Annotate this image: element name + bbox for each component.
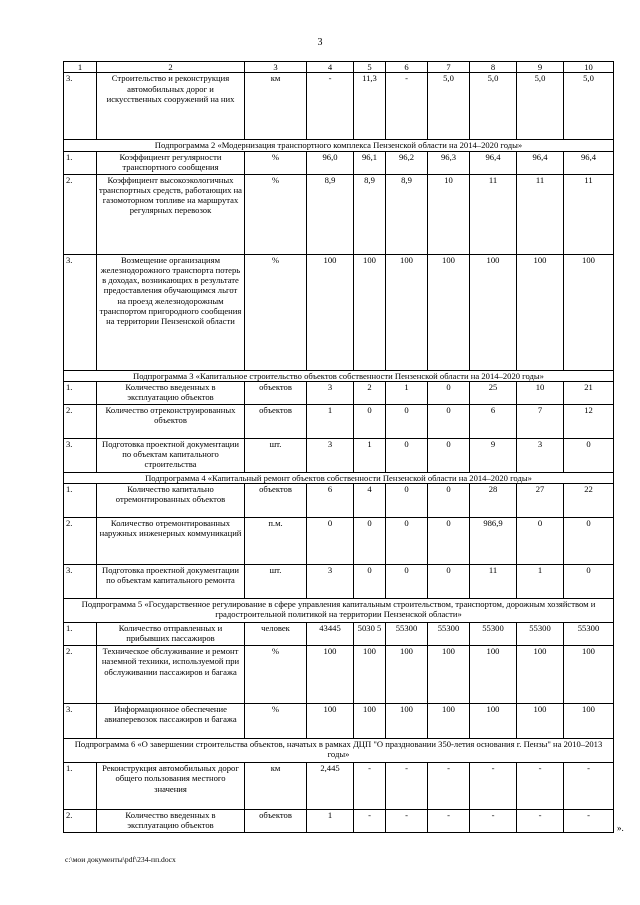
column-number-cell: 10 [564, 62, 614, 73]
column-number-cell: 6 [386, 62, 428, 73]
unit-cell: объектов [245, 810, 307, 833]
indicator-name-cell: Количество отреконструированных объектов [97, 404, 245, 438]
value-cell: 21 [564, 381, 614, 404]
value-cell: 0 [564, 518, 614, 565]
indicators-table [63, 61, 614, 833]
table-row [64, 151, 614, 174]
value-cell: 100 [428, 704, 470, 739]
value-cell: 100 [354, 254, 386, 370]
value-cell: 0 [386, 518, 428, 565]
indicator-name-cell: Подготовка проектной документации по объектам капитального строительства [97, 438, 245, 472]
table-row [64, 73, 614, 140]
value-cell: 96,1 [354, 151, 386, 174]
value-cell: - [564, 810, 614, 833]
row-number-cell: 1. [64, 484, 97, 518]
value-cell: 11 [517, 174, 564, 254]
indicator-name-cell: Строительство и реконструкция автомобильных дорог и искусственных сооружений на них [97, 73, 245, 140]
unit-cell: % [245, 646, 307, 704]
indicator-name-cell: Коэффициент высокоэкологичных транспортных средств, работающих на газомоторном топливе на маршрутах регулярных перевозок [97, 174, 245, 254]
value-cell: 0 [386, 484, 428, 518]
table-row [64, 623, 614, 646]
row-number-cell: 1. [64, 381, 97, 404]
value-cell: 25 [470, 381, 517, 404]
column-number-cell: 8 [470, 62, 517, 73]
header-row [64, 62, 614, 73]
indicator-name-cell: Информационное обеспечение авиаперевозок пассажиров и багажа [97, 704, 245, 739]
row-number-cell: 2. [64, 404, 97, 438]
table-row [64, 438, 614, 472]
value-cell: 9 [470, 438, 517, 472]
value-cell: 96,4 [564, 151, 614, 174]
value-cell: 28 [470, 484, 517, 518]
row-number-cell: 3. [64, 704, 97, 739]
value-cell: 100 [386, 646, 428, 704]
value-cell: 5,0 [428, 73, 470, 140]
column-number-cell: 2 [97, 62, 245, 73]
value-cell: 11,3 [354, 73, 386, 140]
unit-cell: км [245, 763, 307, 810]
value-cell: 986,9 [470, 518, 517, 565]
value-cell: - [354, 810, 386, 833]
unit-cell: шт. [245, 438, 307, 472]
value-cell: 8,9 [354, 174, 386, 254]
column-number-cell: 5 [354, 62, 386, 73]
row-number-cell: 3. [64, 565, 97, 599]
value-cell: 0 [564, 565, 614, 599]
value-cell: 100 [386, 254, 428, 370]
value-cell: 5,0 [517, 73, 564, 140]
value-cell: 5,0 [470, 73, 517, 140]
value-cell: 22 [564, 484, 614, 518]
column-number-cell: 7 [428, 62, 470, 73]
unit-cell: км [245, 73, 307, 140]
value-cell: 1 [517, 565, 564, 599]
value-cell: 0 [428, 404, 470, 438]
subprogram-row [64, 140, 614, 151]
value-cell: 100 [517, 704, 564, 739]
value-cell: 7 [517, 404, 564, 438]
value-cell: 96,4 [517, 151, 564, 174]
value-cell: 0 [386, 404, 428, 438]
indicator-name-cell: Техническое обслуживание и ремонт наземной техники, используемой при обслуживании пассажиров и багажа [97, 646, 245, 704]
row-number-cell: 2. [64, 518, 97, 565]
value-cell: 100 [307, 646, 354, 704]
value-cell: 10 [517, 381, 564, 404]
value-cell: - [386, 810, 428, 833]
subprogram-row [64, 472, 614, 483]
unit-cell: человек [245, 623, 307, 646]
value-cell: 0 [428, 438, 470, 472]
value-cell: 100 [564, 646, 614, 704]
value-cell: 0 [354, 518, 386, 565]
value-cell: 6 [470, 404, 517, 438]
page-number: 3 [317, 37, 323, 48]
value-cell: - [470, 763, 517, 810]
value-cell: 100 [564, 704, 614, 739]
column-number-cell: 9 [517, 62, 564, 73]
table-row [64, 254, 614, 370]
value-cell: 11 [564, 174, 614, 254]
value-cell: - [386, 763, 428, 810]
value-cell: 12 [564, 404, 614, 438]
column-number-cell: 3 [245, 62, 307, 73]
value-cell: 2 [354, 381, 386, 404]
value-cell: 3 [517, 438, 564, 472]
value-cell: 4 [354, 484, 386, 518]
value-cell: 5030 5 [354, 623, 386, 646]
unit-cell: объектов [245, 404, 307, 438]
value-cell: 0 [354, 404, 386, 438]
value-cell: 10 [428, 174, 470, 254]
value-cell: 100 [354, 646, 386, 704]
value-cell: 5,0 [564, 73, 614, 140]
unit-cell: % [245, 151, 307, 174]
value-cell: 0 [386, 438, 428, 472]
unit-cell: % [245, 174, 307, 254]
file-path-footer: c:\мои документы\pdf\234-пп.docx [65, 855, 176, 864]
closing-quote: ». [617, 823, 624, 833]
value-cell: 100 [307, 704, 354, 739]
subprogram-row [64, 739, 614, 763]
value-cell: 100 [470, 704, 517, 739]
value-cell: 0 [564, 438, 614, 472]
column-number-cell: 1 [64, 62, 97, 73]
table-row [64, 704, 614, 739]
value-cell: - [354, 763, 386, 810]
row-number-cell: 3. [64, 438, 97, 472]
unit-cell: % [245, 254, 307, 370]
value-cell: 0 [517, 518, 564, 565]
value-cell: 0 [428, 518, 470, 565]
value-cell: 27 [517, 484, 564, 518]
table-row [64, 565, 614, 599]
value-cell: 3 [307, 438, 354, 472]
value-cell: - [307, 73, 354, 140]
subprogram-title: Подпрограмма 3 «Капитальное строительство объектов собственности Пензенской области на 2014–2020 годы» [64, 370, 614, 381]
value-cell: 100 [517, 254, 564, 370]
row-number-cell: 2. [64, 174, 97, 254]
row-number-cell: 1. [64, 623, 97, 646]
value-cell: 3 [307, 565, 354, 599]
indicator-name-cell: Количество введенных в эксплуатацию объектов [97, 381, 245, 404]
indicator-name-cell: Коэффициент регулярности транспортного сообщения [97, 151, 245, 174]
value-cell: 55300 [517, 623, 564, 646]
row-number-cell: 3. [64, 73, 97, 140]
value-cell: 8,9 [307, 174, 354, 254]
table-row [64, 646, 614, 704]
value-cell: 100 [470, 646, 517, 704]
indicator-name-cell: Подготовка проектной документации по объектам капитального ремонта [97, 565, 245, 599]
table-row [64, 381, 614, 404]
unit-cell: п.м. [245, 518, 307, 565]
value-cell: 1 [386, 381, 428, 404]
value-cell: 0 [386, 565, 428, 599]
row-number-cell: 2. [64, 646, 97, 704]
value-cell: 55300 [564, 623, 614, 646]
value-cell: 11 [470, 565, 517, 599]
unit-cell: объектов [245, 484, 307, 518]
subprogram-row [64, 599, 614, 623]
indicator-name-cell: Количество капитально отремонтированных объектов [97, 484, 245, 518]
value-cell: 11 [470, 174, 517, 254]
value-cell: 6 [307, 484, 354, 518]
value-cell: - [428, 763, 470, 810]
value-cell: 100 [564, 254, 614, 370]
value-cell: 0 [428, 381, 470, 404]
subprogram-title: Подпрограмма 5 «Государственное регулирование в сфере управления капитальным строительством, транспортом, дорожным хозяйством и градостроительной политикой на территории Пензенской области» [64, 599, 614, 623]
indicator-name-cell: Количество отправленных и прибывших пассажиров [97, 623, 245, 646]
column-number-cell: 4 [307, 62, 354, 73]
value-cell: 1 [307, 810, 354, 833]
value-cell: 96,2 [386, 151, 428, 174]
unit-cell: % [245, 704, 307, 739]
subprogram-title: Подпрограмма 2 «Модернизация транспортного комплекса Пензенской области на 2014–2020 годы» [64, 140, 614, 151]
unit-cell: шт. [245, 565, 307, 599]
table-row [64, 763, 614, 810]
value-cell: - [564, 763, 614, 810]
indicator-name-cell: Количество отремонтированных наружных инженерных коммуникаций [97, 518, 245, 565]
value-cell: 43445 [307, 623, 354, 646]
value-cell: - [470, 810, 517, 833]
unit-cell: объектов [245, 381, 307, 404]
value-cell: 8,9 [386, 174, 428, 254]
value-cell: 100 [428, 254, 470, 370]
value-cell: 1 [307, 404, 354, 438]
value-cell: 96,4 [470, 151, 517, 174]
indicator-name-cell: Количество введенных в эксплуатацию объектов [97, 810, 245, 833]
value-cell: 100 [307, 254, 354, 370]
value-cell: 100 [470, 254, 517, 370]
value-cell: 0 [307, 518, 354, 565]
value-cell: - [517, 763, 564, 810]
value-cell: 55300 [428, 623, 470, 646]
value-cell: 55300 [470, 623, 517, 646]
value-cell: 0 [428, 484, 470, 518]
value-cell: 96,3 [428, 151, 470, 174]
value-cell: 100 [354, 704, 386, 739]
table-row [64, 518, 614, 565]
table-row [64, 810, 614, 833]
subprogram-title: Подпрограмма 6 «О завершении строительства объектов, начатых в рамках ДЦП "О праздновании 350-летия основания г. Пензы" на 2010–2013 годы» [64, 739, 614, 763]
row-number-cell: 1. [64, 151, 97, 174]
value-cell: - [428, 810, 470, 833]
row-number-cell: 2. [64, 810, 97, 833]
value-cell: 0 [428, 565, 470, 599]
value-cell: 2,445 [307, 763, 354, 810]
value-cell: 3 [307, 381, 354, 404]
value-cell: - [517, 810, 564, 833]
row-number-cell: 1. [64, 763, 97, 810]
value-cell: 96,0 [307, 151, 354, 174]
table-row [64, 484, 614, 518]
indicator-name-cell: Реконструкция автомобильных дорог общего пользования местного значения [97, 763, 245, 810]
value-cell: 0 [354, 565, 386, 599]
value-cell: - [386, 73, 428, 140]
row-number-cell: 3. [64, 254, 97, 370]
indicator-name-cell: Возмещение организациям железнодорожного транспорта потерь в доходах, возникающих в результате предоставления обучающимся льгот на проезд железнодорожным транспортом пригородного сообщения на территории Пензенской области [97, 254, 245, 370]
value-cell: 1 [354, 438, 386, 472]
subprogram-row [64, 370, 614, 381]
value-cell: 55300 [386, 623, 428, 646]
table-row [64, 404, 614, 438]
subprogram-title: Подпрограмма 4 «Капитальный ремонт объектов собственности Пензенской области на 2014–2020 годы» [64, 472, 614, 483]
value-cell: 100 [386, 704, 428, 739]
value-cell: 100 [517, 646, 564, 704]
table-row [64, 174, 614, 254]
value-cell: 100 [428, 646, 470, 704]
